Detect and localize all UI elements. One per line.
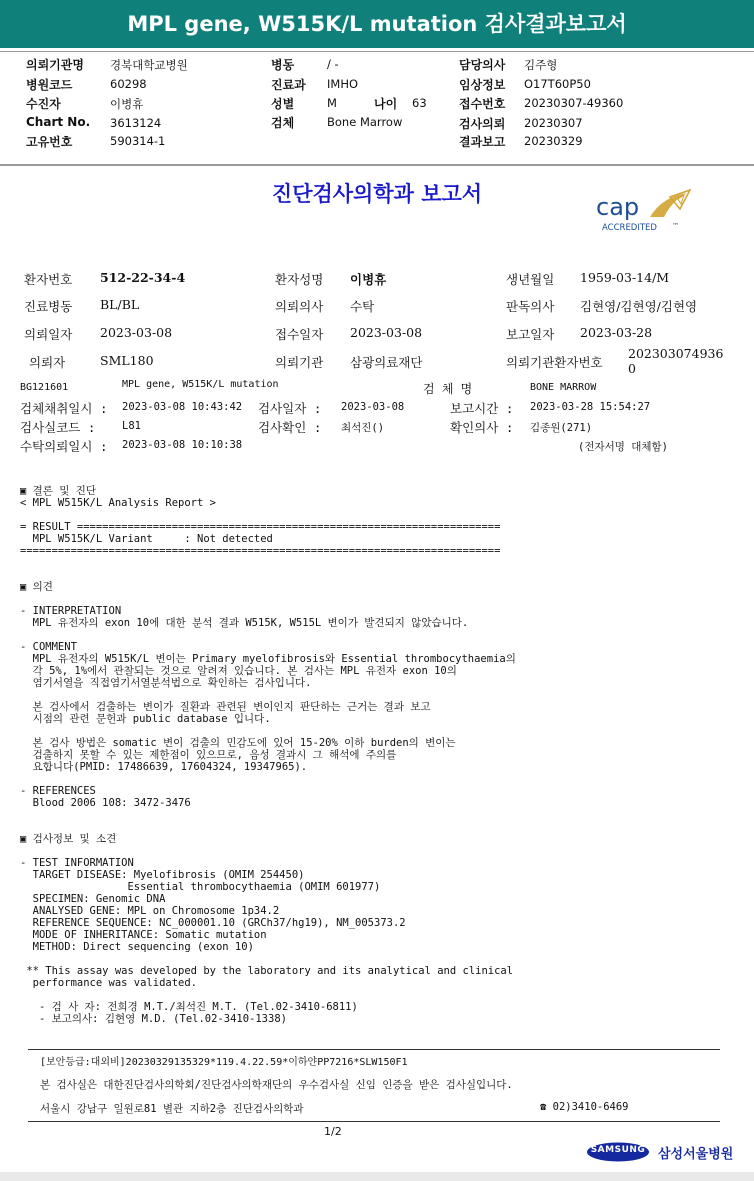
patient-field-label: 환자성명 — [275, 272, 324, 287]
report-heading: 진단검사의학과 보고서 — [271, 182, 483, 206]
report-body-line: ▣ 의견 — [20, 581, 53, 593]
patient-field-value: 512-22-34-4 — [100, 270, 186, 285]
patient-field-label: 의뢰자 — [29, 355, 66, 370]
report-body-line: 본 검사 방법은 somatic 변이 검출의 민감도에 있어 15-20% 이하 burden의 변이는 — [20, 737, 456, 749]
samsung-logo — [586, 1142, 650, 1162]
report-body-line: Essential thrombocythaemia (OMIM 601977) — [20, 881, 381, 893]
report-body-line: - REFERENCES — [20, 785, 96, 797]
footer-divider — [28, 1049, 720, 1050]
header-value: / - — [327, 57, 339, 71]
header-value: Bone Marrow — [327, 115, 403, 129]
report-body-line: MPL W515K/L Variant : Not detected — [20, 533, 273, 545]
header-value: 20230329 — [524, 134, 583, 148]
header-label: 수진자 — [26, 97, 61, 111]
header-value: O17T60P50 — [524, 77, 591, 91]
divider — [0, 51, 754, 52]
header-label: 진료과 — [271, 78, 306, 92]
header-label: 병원코드 — [26, 78, 73, 92]
patient-field-value: 1959-03-14/M — [580, 270, 670, 285]
samsung-wordmark: SAMSUNG — [590, 1145, 646, 1155]
report-body-line: TARGET DISEASE: Myelofibrosis (OMIM 254450) — [20, 869, 305, 881]
patient-field-value: SML180 — [100, 353, 154, 368]
header-value: 김주형 — [524, 58, 558, 72]
patient-field-value: 202303074936 — [628, 346, 724, 361]
report-body-line: ANALYSED GENE: MPL on Chromosome 1p34.2 — [20, 905, 280, 917]
patient-field-label: 의뢰의사 — [275, 299, 324, 314]
header-value: 60298 — [110, 77, 147, 91]
header-label: 고유번호 — [26, 135, 73, 149]
cap-text: cap — [596, 193, 640, 221]
header-value: 경북대학교병원 — [110, 58, 188, 72]
header-label: Chart No. — [26, 115, 91, 129]
patient-field-label: 의뢰일자 — [24, 327, 73, 342]
certification-text: 본 검사실은 대한진단검사의학회/진단검사의학재단의 우수검사실 신임 인증을 받은 검사실입니다. — [40, 1079, 513, 1091]
header-value: 590314-1 — [110, 134, 166, 148]
report-body-line: performance was validated. — [20, 977, 198, 989]
confirm-label: 확인의사 : — [450, 420, 514, 435]
confirm-value: 김종원(271) — [530, 422, 593, 434]
header-label: 성별 — [271, 97, 295, 111]
specimen-value: BONE MARROW — [530, 382, 597, 393]
patient-field-value-continued: 0 — [628, 361, 636, 376]
report-body-line: ▣ 검사정보 및 소견 — [20, 833, 117, 845]
exam-date-value: 2023-03-08 — [341, 401, 405, 413]
report-body-line: 본 검사에서 검출하는 변이가 질환과 관련된 변이인지 판단하는 근거는 결과 보고 — [20, 701, 431, 713]
patient-field-label: 접수일자 — [275, 327, 324, 342]
test-name: MPL gene, W515K/L mutation — [122, 379, 279, 390]
patient-field-value: 2023-03-08 — [100, 325, 173, 340]
footer-divider — [28, 1121, 720, 1122]
report-time-value: 2023-03-28 15:54:27 — [530, 401, 651, 413]
header-value: 20230307 — [524, 116, 583, 130]
received-value: 2023-03-08 10:10:38 — [122, 439, 243, 451]
header-value: M — [327, 96, 337, 110]
report-body-line: = RESULT =================================================================== — [20, 521, 501, 533]
report-body-line: - 보고의사: 김현영 M.D. (Tel.02-3410-1338) — [20, 1013, 287, 1025]
trademark-text: ™ — [672, 222, 679, 230]
page-bottom-band — [0, 1172, 754, 1181]
hospital-name: 삼성서울병원 — [658, 1147, 734, 1162]
test-code: BG121601 — [20, 382, 69, 393]
report-body-line: 각 5%, 1%에서 관찰되는 것으로 알려져 있습니다. 본 검사는 MPL 유전자 exon 10의 — [20, 665, 457, 677]
report-body-line: 요합니다(PMID: 17486639, 17604324, 19347965). — [20, 761, 308, 773]
report-body-line: Blood 2006 108: 3472-3476 — [20, 797, 191, 809]
patient-field-value: BL/BL — [100, 297, 140, 312]
patient-field-label: 환자번호 — [24, 272, 73, 287]
report-time-label: 보고시간 : — [450, 401, 514, 416]
patient-field-label: 판독의사 — [506, 299, 555, 314]
collected-value: 2023-03-08 10:43:42 — [122, 401, 243, 413]
header-label: 임상정보 — [459, 78, 506, 92]
report-body-line: - TEST INFORMATION — [20, 857, 134, 869]
header-label: 검사의뢰 — [459, 117, 506, 131]
patient-field-label: 의뢰기관 — [275, 355, 324, 370]
report-title-bar: MPL gene, W515K/L mutation 검사결과보고서 — [0, 0, 754, 48]
header-label: 의뢰기관명 — [26, 58, 84, 72]
accredited-text: ACCREDITED — [602, 223, 657, 233]
header-label: 접수번호 — [459, 97, 506, 111]
report-body-line: MPL 유전자의 W515K/L 변이는 Primary myelofibrosis와 Essential thrombocythaemia의 — [20, 653, 516, 665]
patient-field-value: 이병휴 — [350, 272, 387, 287]
header-label: 병동 — [271, 58, 295, 72]
header-value: 이병휴 — [110, 97, 144, 111]
page-number: 1/2 — [324, 1125, 342, 1138]
report-body-line: METHOD: Direct sequencing (exon 10) — [20, 941, 254, 953]
report-body-line: - 검 사 자: 전희경 M.T./최석진 M.T. (Tel.02-3410-6811) — [20, 1001, 358, 1013]
specimen-label: 검 체 명 — [423, 382, 473, 396]
header-label: 검체 — [271, 116, 295, 130]
header-value: 20230307-49360 — [524, 96, 624, 110]
esign-note: (전자서명 대체함) — [578, 441, 668, 453]
header-label: 결과보고 — [459, 135, 506, 149]
report-body-line: REFERENCE SEQUENCE: NC_000001.10 (GRCh37/hg19), NM_005373.2 — [20, 917, 406, 929]
header-value: IMHO — [327, 77, 359, 91]
patient-field-value: 수탁 — [350, 299, 375, 314]
report-body-line: 시점의 관련 문헌과 public database 입니다. — [20, 713, 271, 725]
patient-field-value: 2023-03-28 — [580, 325, 653, 340]
patient-field-label: 생년월일 — [506, 272, 555, 287]
exam-date-label: 검사일자 : — [258, 401, 322, 416]
received-label: 수탁의뢰일시 : — [20, 439, 108, 454]
header-label: 나이 — [374, 97, 398, 111]
patient-field-label: 의뢰기관환자번호 — [506, 355, 603, 370]
collected-label: 검체채취일시 : — [20, 401, 108, 416]
security-line: [보안등급:대외비]20230329135329*119.4.22.59*이하얀PP7216*SLW150F1 — [40, 1057, 408, 1068]
report-body-line: MODE OF INHERITANCE: Somatic mutation — [20, 929, 267, 941]
patient-field-value: 삼광의료재단 — [350, 355, 423, 370]
patient-field-value: 김현영/김현영/김현영 — [580, 299, 698, 314]
report-body-line: < MPL W515K/L Analysis Report > — [20, 497, 216, 509]
address-text: 서울시 강남구 일원로81 별관 지하2층 진단검사의학과 — [40, 1103, 304, 1115]
divider — [0, 164, 754, 166]
report-body-line: ** This assay was developed by the laboratory and its analytical and clinical — [20, 965, 514, 977]
report-body-line: 검출하지 못할 수 있는 제한점이 있으므로, 음성 결과시 그 해석에 주의를 — [20, 749, 397, 761]
header-value: 63 — [412, 96, 427, 110]
lab-code-label: 검사실코드 : — [20, 420, 96, 435]
patient-field-label: 진료병동 — [24, 299, 73, 314]
report-body-line: ============================================================================ — [20, 545, 501, 557]
report-body-line: ▣ 결론 및 진단 — [20, 485, 97, 497]
cap-accredited-logo — [592, 187, 702, 237]
patient-field-value: 2023-03-08 — [350, 325, 423, 340]
report-body-line: - INTERPRETATION — [20, 605, 122, 617]
verify-label: 검사확인 : — [258, 420, 322, 435]
phone-text: ☎ 02)3410-6469 — [540, 1101, 629, 1113]
report-body-line: 염기서열을 직접염기서열분석법으로 확인하는 검사입니다. — [20, 677, 312, 689]
header-value: 3613124 — [110, 116, 162, 130]
lab-code-value: L81 — [122, 420, 141, 432]
verify-value: 최석진() — [341, 422, 385, 434]
report-body-line: SPECIMEN: Genomic DNA — [20, 893, 166, 905]
report-body-line: MPL 유전자의 exon 10에 대한 분석 결과 W515K, W515L 변이가 발견되지 않았습니다. — [20, 617, 469, 629]
report-body-line: - COMMENT — [20, 641, 77, 653]
patient-field-label: 보고일자 — [506, 327, 555, 342]
header-label: 담당의사 — [459, 58, 506, 72]
